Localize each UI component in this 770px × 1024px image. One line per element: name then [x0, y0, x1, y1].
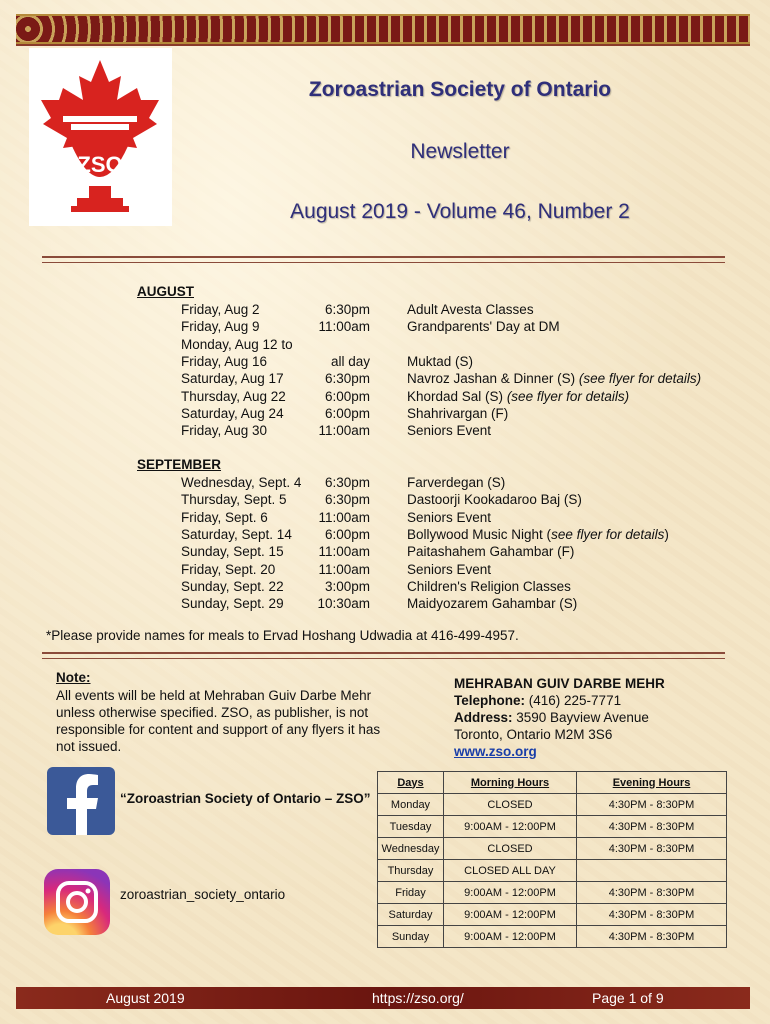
event-time: all day [330, 353, 370, 369]
event-name [407, 509, 491, 526]
event-name [407, 370, 701, 387]
morning-cell: 9:00AM - 12:00PM [444, 816, 577, 838]
event-title: Bollywood Music Night ( [407, 526, 552, 542]
event-time: 6:30pm [324, 475, 370, 490]
event-title: Khordad Sal (S) [407, 388, 507, 404]
day-cell: Saturday [378, 904, 444, 926]
note-title: Note: [56, 670, 91, 685]
event-time: 11:00am [318, 319, 370, 335]
event-title: Seniors Event [407, 423, 492, 439]
maple-leaf-vase-icon [37, 60, 163, 216]
event-title: Dastoorji Kookadaroo Baj (S) [407, 492, 582, 508]
evening-cell: 4:30PM - 8:30PM [577, 882, 727, 904]
event-time: 11:00am [318, 561, 370, 577]
days-header: Days [378, 772, 444, 794]
event-name [407, 301, 534, 318]
event-date: Friday, Sept. 6 [181, 509, 268, 525]
event-date: Saturday, Sept. 14 [181, 526, 292, 542]
event-name [407, 353, 473, 370]
footer-page: Page 1 of 9 [592, 990, 664, 1006]
event-time: 11:00am [318, 423, 370, 439]
event-name [407, 526, 669, 543]
event-time: 3:00pm [324, 578, 370, 594]
morning-cell: 9:00AM - 12:00PM [444, 882, 577, 904]
event-date: Wednesday, Sept. 4 [181, 475, 302, 490]
page-footer [16, 987, 750, 1009]
event-date: Saturday, Aug 24 [181, 405, 284, 421]
hours-table-header [378, 772, 727, 794]
evening-cell: 4:30PM - 8:30PM [577, 926, 727, 948]
footer-date: August 2019 [106, 990, 185, 1006]
event-name [407, 422, 491, 439]
table-row [378, 904, 727, 926]
event-date: Thursday, Aug 22 [181, 388, 286, 404]
facebook-label: “Zoroastrian Society of Ontario – ZSO” [120, 791, 371, 806]
september-heading: SEPTEMBER [137, 457, 222, 472]
event-name [407, 561, 491, 578]
event-date: Monday, Aug 12 to [181, 336, 293, 352]
event-time: 11:00am [318, 509, 370, 525]
top-decorative-border [16, 14, 750, 44]
evening-cell: 4:30PM - 8:30PM [577, 794, 727, 816]
event-time: 6:00pm [324, 526, 370, 542]
event-title: Maidyozarem Gahambar (S) [407, 596, 578, 612]
contact-name: MEHRABAN GUIV DARBE MEHR [454, 676, 665, 691]
morning-cell: CLOSED [444, 838, 577, 860]
event-title: Grandparents' Day at DM [407, 319, 560, 335]
evening-cell: 4:30PM - 8:30PM [577, 838, 727, 860]
event-title: Adult Avesta Classes [407, 302, 534, 317]
event-title: Muktad (S) [407, 353, 474, 369]
day-cell: Wednesday [378, 838, 444, 860]
event-date: Sunday, Sept. 29 [181, 596, 284, 612]
event-time: 6:00pm [324, 405, 370, 421]
address-line-1: 3590 Bayview Avenue [512, 710, 649, 725]
day-cell: Thursday [378, 860, 444, 882]
divider [42, 652, 725, 659]
day-cell: Sunday [378, 926, 444, 948]
event-name [407, 578, 571, 595]
table-row [378, 794, 727, 816]
event-note: (see flyer for details) [506, 388, 630, 404]
event-title: Navroz Jashan & Dinner (S) [407, 371, 579, 387]
event-date: Friday, Sept. 20 [181, 561, 276, 577]
event-time: 6:30pm [324, 302, 370, 317]
august-heading: AUGUST [137, 284, 194, 299]
event-name [407, 405, 508, 422]
morning-cell: 9:00AM - 12:00PM [444, 904, 577, 926]
morning-header: Morning Hours [444, 772, 577, 794]
table-row [378, 816, 727, 838]
event-name [407, 474, 505, 491]
table-row [378, 838, 727, 860]
event-time: 6:00pm [324, 388, 370, 404]
event-date: Friday, Aug 16 [181, 353, 268, 369]
event-date: Friday, Aug 30 [181, 423, 268, 439]
event-name [407, 595, 577, 612]
event-time: 6:30pm [324, 492, 370, 508]
footer-url[interactable]: https://zso.org/ [372, 990, 464, 1006]
instagram-icon[interactable] [44, 869, 110, 935]
event-title: Farverdegan (S) [407, 475, 506, 490]
evening-cell: 4:30PM - 8:30PM [577, 904, 727, 926]
event-date: Saturday, Aug 17 [181, 371, 284, 387]
event-date: Friday, Aug 9 [181, 319, 260, 335]
event-name [407, 491, 582, 508]
morning-cell: 9:00AM - 12:00PM [444, 926, 577, 948]
evening-cell: 4:30PM - 8:30PM [577, 816, 727, 838]
event-time [300, 336, 370, 353]
evening-header: Evening Hours [577, 772, 727, 794]
hours-table [377, 771, 727, 948]
meals-note: *Please provide names for meals to Ervad Hoshang Udwadia at 416-499-4957. [46, 628, 519, 643]
address-label: Address: [454, 710, 513, 725]
website-link[interactable]: www.zso.org [454, 744, 537, 759]
event-title: Children's Religion Classes [407, 578, 571, 594]
day-cell: Monday [378, 794, 444, 816]
event-date: Sunday, Sept. 15 [181, 544, 284, 560]
day-cell: Tuesday [378, 816, 444, 838]
table-row [378, 860, 727, 882]
event-date: Sunday, Sept. 22 [181, 578, 284, 594]
event-title: Seniors Event [407, 509, 492, 525]
event-title: Shahrivargan (F) [407, 405, 509, 421]
facebook-icon[interactable] [47, 767, 115, 835]
contact-block [454, 675, 665, 760]
masthead [180, 74, 740, 224]
event-name [407, 318, 560, 335]
event-name [407, 388, 629, 405]
issue-title: August 2019 - Volume 46, Number 2 [290, 200, 630, 223]
event-note-close: ) [664, 526, 669, 542]
day-cell: Friday [378, 882, 444, 904]
event-time: 10:30am [317, 596, 370, 612]
table-row [378, 882, 727, 904]
event-time: 6:30pm [324, 371, 370, 387]
svg-text:ZSO: ZSO [77, 152, 123, 177]
note-text: All events will be held at Mehraban Guiv Darbe Mehr unless otherwise specified. ZSO, as publisher, is not responsible for content and support of any flyers it has not issued. [56, 688, 381, 754]
divider [16, 44, 750, 46]
event-title: Seniors Event [407, 561, 492, 577]
table-row [378, 926, 727, 948]
instagram-label: zoroastrian_society_ontario [120, 887, 286, 902]
address-line-2: Toronto, Ontario M2M 3S6 [454, 727, 613, 742]
event-title: Paitashahem Gahambar (F) [407, 544, 575, 560]
phone-value: (416) 225-7771 [525, 693, 622, 708]
event-time: 11:00am [318, 544, 370, 560]
zso-logo [29, 48, 172, 226]
phone-label: Telephone: [454, 693, 526, 708]
morning-cell: CLOSED [444, 794, 577, 816]
org-title: Zoroastrian Society of Ontario [308, 78, 612, 101]
morning-cell: CLOSED ALL DAY [444, 860, 577, 882]
divider [42, 256, 725, 263]
event-name [407, 543, 574, 560]
event-date: Friday, Aug 2 [181, 302, 260, 317]
event-note: see flyer for details [551, 526, 665, 542]
evening-cell [577, 860, 727, 882]
newsletter-title: Newsletter [410, 140, 510, 163]
event-date: Thursday, Sept. 5 [181, 492, 287, 508]
event-note: (see flyer for details) [578, 371, 702, 387]
